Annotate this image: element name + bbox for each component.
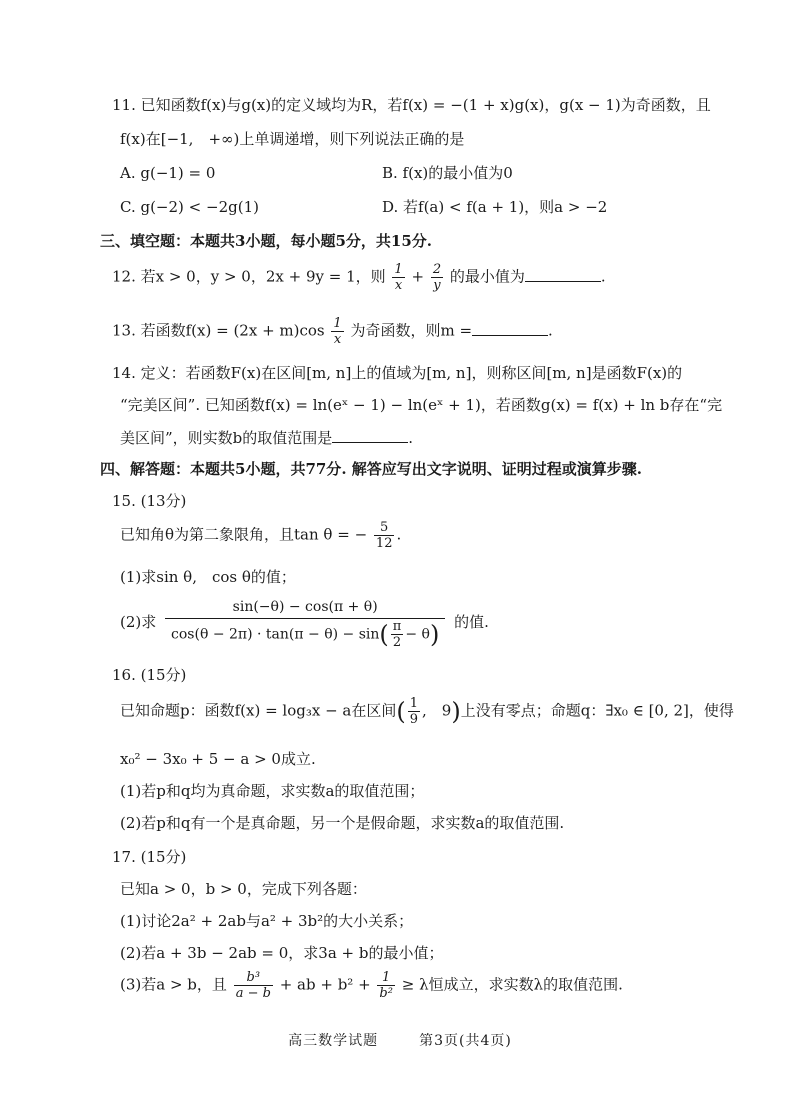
q16-given-suffix: 上没有零点；命题q：∃x₀ ∈ [0, 2]，使得 <box>460 701 734 720</box>
q11-stem-line1: 11. 已知函数f(x)与g(x)的定义域均为R，若f(x) = −(1 + x)g(x)，g(x − 1)为奇函数，且 <box>112 96 711 114</box>
q15-left-paren: ( <box>379 620 389 649</box>
page-footer <box>0 1030 800 1052</box>
q11-option-d: D. 若f(a) < f(a + 1)，则a > −2 <box>382 198 608 216</box>
q17-part3 <box>0 970 800 1014</box>
q15-part2-denominator-text: cos(θ − 2π) · tan(π − θ) − sin <box>171 626 380 643</box>
q15-part2 <box>0 596 800 654</box>
q14-line2: “完美区间”. 已知函数f(x) = ln(eˣ − 1) − ln(eˣ + 1)，若函数g(x) = f(x) + ln b存在“完 <box>120 396 723 414</box>
q16-frac-numerator: 1 <box>409 696 419 711</box>
q12-frac2-numerator: 2 <box>432 262 442 277</box>
section-solution-heading: 四、解答题：本题共5小题，共77分. 解答应写出文字说明、证明过程或演算步骤. <box>100 460 642 478</box>
q15-part2-numerator: sin(−θ) − cos(π + θ) <box>165 596 445 619</box>
q15-part2-prefix: (2)求 <box>120 613 157 631</box>
q12-frac1-numerator: 1 <box>394 262 403 277</box>
q12-fraction-2 <box>431 262 443 293</box>
q11-stem-line2: f(x)在[−1, +∞)上单调递增，则下列说法正确的是 <box>120 130 465 148</box>
q15-given-text: 已知角θ为第二象限角，且tan θ = − <box>120 525 368 544</box>
q12-period: . <box>600 267 606 286</box>
q15-header: 15. (13分) <box>112 492 187 510</box>
q16-given-prefix: 已知命题p：函数f(x) = log₃x − a在区间 <box>120 701 397 720</box>
q17-frac1-numerator: b³ <box>234 970 273 986</box>
q16-left-paren: ( <box>396 697 406 726</box>
q12-answer-blank[interactable] <box>525 265 601 282</box>
q13-answer-blank[interactable] <box>472 319 548 336</box>
q15-part1: (1)求sin θ, cos θ的值； <box>120 568 296 586</box>
q11-option-b: B. f(x)的最小值为0 <box>382 164 513 182</box>
q16-part1: (1)若p和q均为真命题，求实数a的取值范围； <box>120 782 425 800</box>
q17-part3-middle: + ab + b² + <box>279 975 371 994</box>
q17-part3-prefix: (3)若a > b，且 <box>120 975 227 994</box>
q14-line3 <box>0 426 800 449</box>
q13-period: . <box>548 321 553 340</box>
q16-frac-denominator: 9 <box>409 712 419 727</box>
q15-given-period: . <box>396 525 402 544</box>
q16-header: 16. (15分) <box>112 666 187 684</box>
footer-title: 高三数学试题 <box>288 1033 379 1049</box>
q12-fraction-1 <box>392 262 404 293</box>
q17-part2: (2)若a + 3b − 2ab = 0，求3a + b的最小值； <box>120 944 444 962</box>
q12-prefix: 12. 若x > 0，y > 0，2x + 9y = 1，则 <box>112 267 386 286</box>
q15-given-denominator: 12 <box>375 536 393 551</box>
q17-fraction-1 <box>234 970 273 1001</box>
q16-interval-fraction <box>408 696 420 727</box>
q12-frac2-denominator: y <box>433 278 441 293</box>
q16-part2: (2)若p和q有一个是真命题，另一个是假命题，求实数a的取值范围. <box>120 814 565 832</box>
q12-plus: + <box>411 267 425 286</box>
q12-frac1-denominator: x <box>394 278 403 293</box>
q16-given-line2: x₀² − 3x₀ + 5 − a > 0成立. <box>120 750 316 768</box>
q13-frac-denominator: x <box>333 332 342 347</box>
q14-answer-blank[interactable] <box>332 426 408 443</box>
q13-fraction <box>331 316 343 347</box>
q11-option-a: A. g(−1) = 0 <box>120 164 216 182</box>
q17-frac2-numerator: 1 <box>377 970 395 986</box>
q15-pi-half-fraction <box>391 619 404 650</box>
q14-line1: 14. 定义：若函数F(x)在区间[m, n]上的值域为[m, n]，则称区间[m, n]是函数F(x)的 <box>112 364 683 382</box>
q15-part2-denominator <box>165 619 445 650</box>
q13-prefix: 13. 若函数f(x) = (2x + m)cos <box>112 321 325 340</box>
q11-option-c: C. g(−2) < −2g(1) <box>120 198 259 216</box>
q13-suffix: 为奇函数，则m = <box>350 321 473 340</box>
q14-line3-text: 美区间”，则实数b的取值范围是 <box>120 429 333 447</box>
q15-given-numerator: 5 <box>374 520 395 536</box>
q15-part2-suffix: 的值. <box>454 613 489 631</box>
q12-line <box>0 262 800 302</box>
footer-page-number: 第3页(共4页) <box>419 1033 512 1049</box>
q17-part1: (1)讨论2a² + 2ab与a² + 3b²的大小关系； <box>120 912 414 930</box>
q17-frac1-denominator: a − b <box>235 986 271 1001</box>
q12-suffix: 的最小值为 <box>449 267 525 286</box>
q16-interval-end: , 9 <box>422 701 452 720</box>
q14-period: . <box>408 429 414 447</box>
q15-pi-denominator: 2 <box>392 635 402 650</box>
q15-pi-numerator: π <box>392 619 402 634</box>
q17-part3-suffix: ≥ λ恒成立，求实数λ的取值范围. <box>401 975 623 994</box>
q17-header: 17. (15分) <box>112 848 187 866</box>
q13-frac-numerator: 1 <box>333 316 342 331</box>
section-fill-in-heading: 三、填空题：本题共3小题，每小题5分，共15分. <box>100 232 432 250</box>
q15-minus-theta: − θ <box>405 626 430 643</box>
q15-right-paren: ) <box>429 620 440 649</box>
q16-right-paren: ) <box>451 697 461 726</box>
q16-given-line1 <box>0 696 800 740</box>
q17-fraction-2 <box>377 970 395 1001</box>
q15-given <box>0 520 800 560</box>
q17-frac2-denominator: b² <box>379 986 393 1001</box>
q17-given: 已知a > 0，b > 0，完成下列各题： <box>120 880 367 898</box>
q15-part2-fraction <box>165 596 445 650</box>
q13-line <box>0 316 800 356</box>
q15-given-fraction <box>374 520 395 551</box>
